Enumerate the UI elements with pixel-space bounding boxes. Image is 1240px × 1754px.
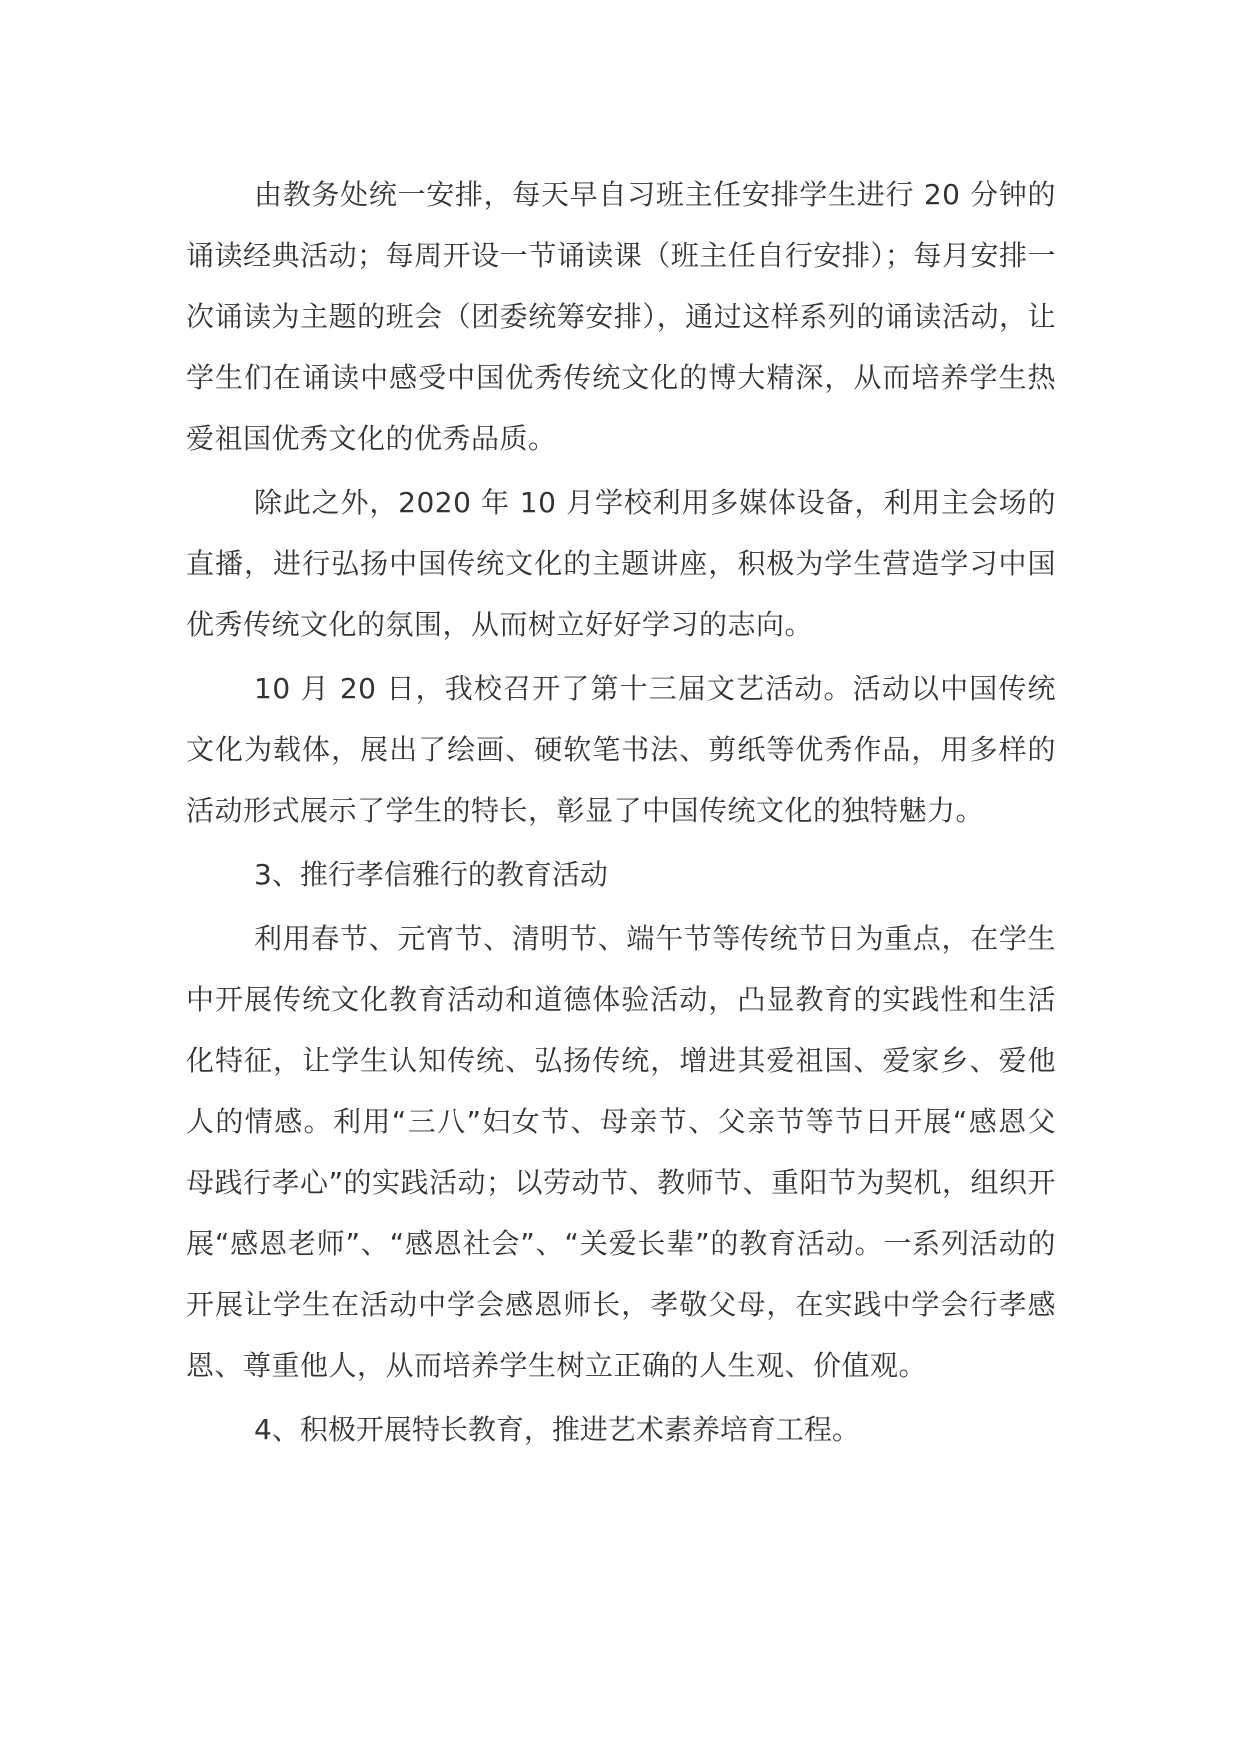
paragraph-traditional-festivals: 利用春节、元宵节、清明节、端午节等传统节日为重点，在学生中开展传统文化教育活动和道德体验活动，凸显教育的实践性和生活化特征，让学生认知传统、弘扬传统，增进其爱祖国、爱家乡、爱他人的情感。利用“三八”妇女节、母亲节、父亲节等节日开展“感恩父母践行孝心”的实践活动；以劳动节、教师节、重阳节为契机，组织开展“感恩老师”、“感恩社会”、“关爱长辈”的教育活动。一系列活动的开展让学生在活动中学会感恩师长，孝敬父母，在实践中学会行孝感恩、尊重他人，从而培养学生树立正确的人生观、价值观。 bbox=[186, 922, 1057, 1382]
paragraph-recitation-activities: 由教务处统一安排，每天早自习班主任安排学生进行 20 分钟的诵读经典活动；每周开设一节诵读课（班主任自行安排）；每月安排一次诵读为主题的班会（团委统筹安排），通过这样系列的诵读活动，让学生们在诵读中感受中国优秀传统文化的博大精深，从而培养学生热爱祖国优秀文化的优秀品质。 bbox=[186, 178, 1056, 455]
paragraph-lecture: 除此之外，2020 年 10 月学校利用多媒体设备，利用主会场的直播，进行弘扬中国传统文化的主题讲座，积极为学生营造学习中国优秀传统文化的氛围，从而树立好好学习的志向。 bbox=[186, 486, 1056, 641]
paragraph-art-festival: 10 月 20 日，我校召开了第十三届文艺活动。活动以中国传统文化为载体，展出了绘画、硬软笔书法、剪纸等优秀作品，用多样的活动形式展示了学生的特长，彰显了中国传统文化的独特魅力。 bbox=[186, 672, 1056, 827]
section-heading-3: 3、推行孝信雅行的教育活动 bbox=[254, 858, 608, 891]
section-heading-4: 4、积极开展特长教育，推进艺术素养培育工程。 bbox=[254, 1413, 860, 1446]
document-body bbox=[186, 164, 1056, 1460]
